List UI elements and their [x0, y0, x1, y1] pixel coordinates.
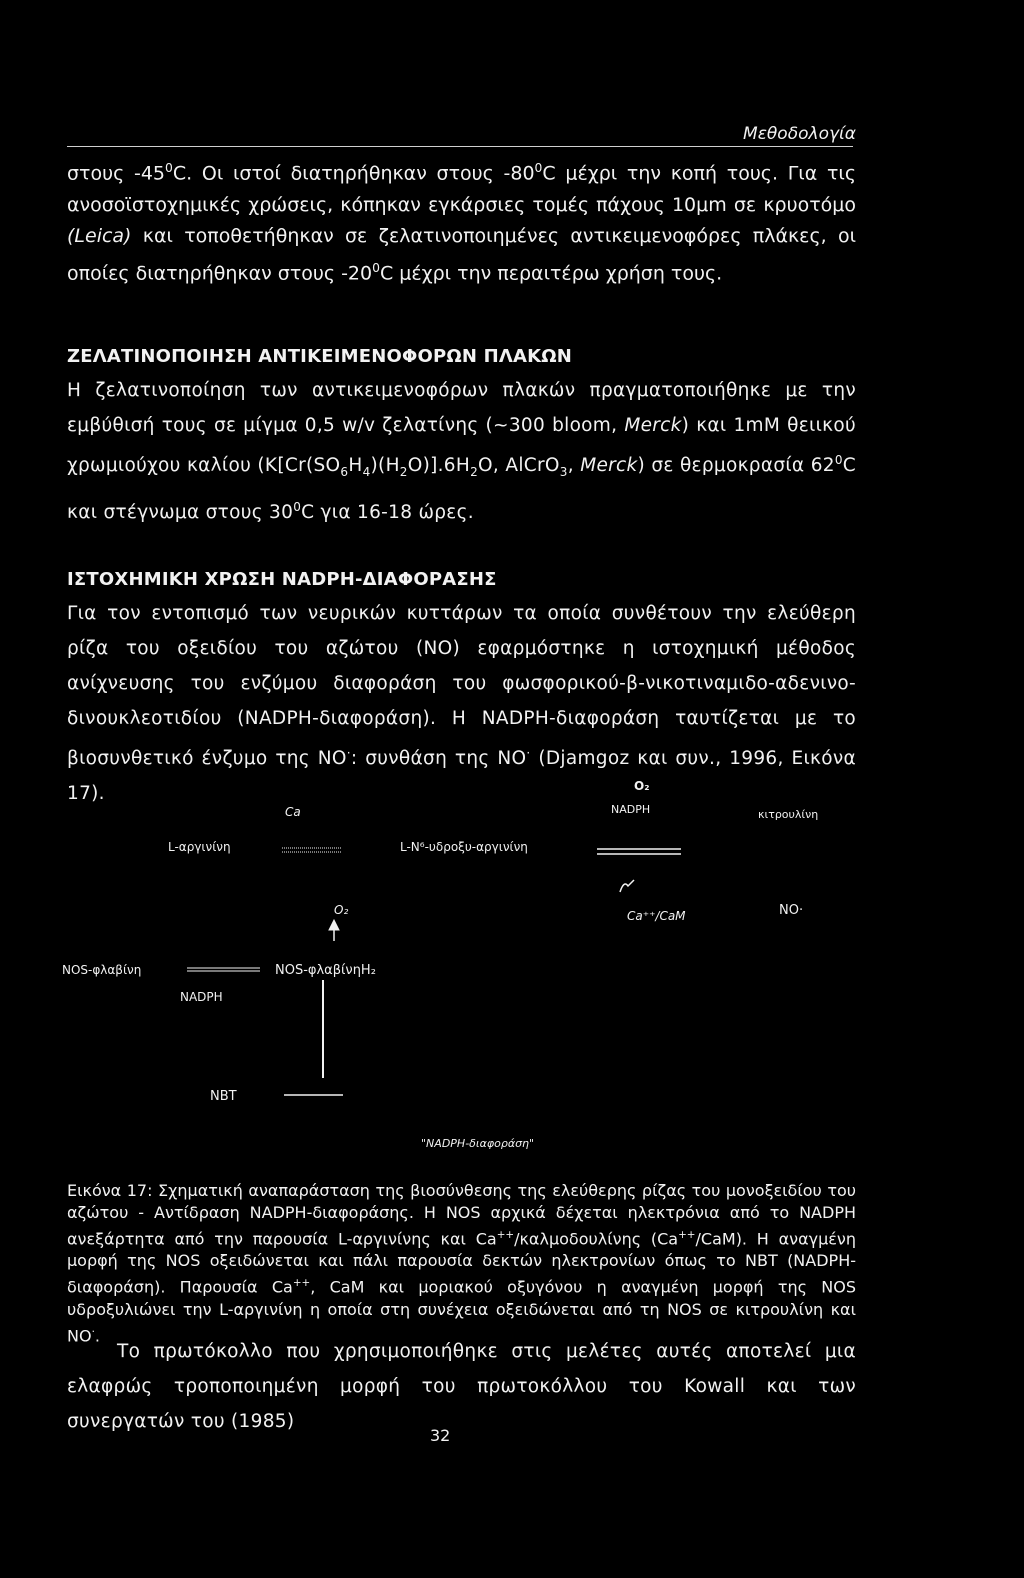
citrulline-label: κιτρουλίνη: [758, 808, 819, 821]
body-text: Για τον εντοπισμό των νευρικών κυττάρων τα οποία συνθέτουν την ελεύθερη ρίζα του οξειδίου του αζώτου (NO) εφαρμόστηκε η ιστοχημική μέθοδος ανίχνευσης του ενζύμου διαφοράση του φωσφορικού-β-νικοτιναμιδο-αδενινο-δινουκλεοτιδίου (NADPH-διαφοράση). Η NADPH-διαφοράση ταυτίζεται με το βιοσυνθετικό ένζυμο της NO: [67, 603, 856, 770]
running-header-title: Μεθοδολογία: [743, 124, 856, 144]
o2-label-top: O₂: [634, 779, 650, 793]
radical-sup: ·: [91, 1325, 95, 1338]
section-heading-gelatin: ΖΕΛΑΤΙΝΟΠΟΙΗΣΗ ΑΝΤΙΚΕΙΜΕΝΟΦΟΡΩΝ ΠΛΑΚΩΝ: [67, 346, 573, 367]
subscript: 3: [559, 464, 568, 479]
charge-sup: ++: [496, 1229, 515, 1241]
body-text: Η ζελατινοποίηση των αντικειμενοφόρων πλακών πραγματοποιήθηκε με την εμβύθισή τους σε μίγμα 0,5 w/v ζελατίνης (~300 bloom,: [67, 380, 856, 436]
nbt-label: NBT: [210, 1089, 237, 1104]
section-paragraph-gelatin: [67, 373, 856, 530]
section-heading-nadph: ΙΣΤΟΧΗΜΙΚΗ ΧΡΩΣΗ NADPH-ΔΙΑΦΟΡΑΣΗΣ: [67, 569, 497, 590]
subscript: 2: [470, 464, 479, 479]
no-product-label: NO·: [779, 903, 804, 918]
figure-caption: [67, 1180, 856, 1347]
nos-flavin-label: NOS-φλαβίνη: [62, 963, 142, 977]
degree-sup: 0: [293, 499, 302, 514]
intro-paragraph: [67, 153, 856, 290]
supplier-name: Merck: [580, 455, 638, 477]
radical-sup: ·: [346, 746, 351, 760]
intro-text: C. Οι ιστοί διατηρήθηκαν στους -80: [172, 162, 535, 185]
nos-flavin-h2-label: NOS-φλαβίνηH₂: [275, 963, 376, 978]
caption-text: , CaM και μοριακού οξυγόνου η αναγμένη μορφή της NOS υδροξυλιώνει την L-αργινίνη η οποία στη συνέχεια οξειδώνεται από τη NOS σε κιτρουλίνη και NO: [67, 1277, 857, 1345]
body-text: C και στέγνωμα στους 30: [67, 455, 857, 523]
nadph-label-low: NADPH: [180, 990, 223, 1004]
caption-text: /CaM). Η αναγμένη μορφή της NOS οξειδώνεται και πάλι παρουσία δεκτών ηλεκτρονίων όπως το NBT (NADPH-διαφοράση). Παρουσία Ca: [67, 1229, 856, 1297]
body-text: ) σε θερμοκρασία 62: [637, 455, 835, 477]
degree-sup: 0: [372, 260, 380, 275]
o2-label-mid: O₂: [334, 903, 349, 917]
header-divider: [67, 146, 853, 147]
charge-sup: ++: [292, 1277, 311, 1290]
ca-label: Ca: [285, 805, 301, 819]
body-text: O)].6H: [407, 455, 471, 477]
l-arginine-label: L-αργινίνη: [168, 840, 231, 854]
nadph-diaphorase-label: "NADPH-διαφοράση": [421, 1137, 535, 1150]
body-text: C για 16-18 ώρες.: [301, 502, 474, 523]
brand-name: (Leica): [67, 225, 132, 248]
body-text: ) και 1mM θειικού χρωμιούχου καλίου (K[Cr(SO: [67, 415, 857, 477]
degree-sup: 0: [834, 453, 843, 467]
radical-sup: ·: [526, 746, 531, 760]
intro-text: C μέχρι την περαιτέρω χρήση τους.: [379, 262, 723, 285]
body-text: O, AlCrO: [478, 455, 560, 477]
page-number: 32: [430, 1426, 451, 1445]
caption-text: /καλμοδουλίνης (Ca: [514, 1229, 679, 1249]
intro-text: στους -45: [67, 162, 165, 185]
body-text: (Djamgoz και συν., 1996, Εικόνα 17).: [67, 748, 857, 805]
nos-reaction-diagram: [0, 770, 1024, 1170]
caption-text: .: [94, 1325, 100, 1345]
caption-label: Εικόνα 17:: [67, 1181, 153, 1200]
nadph-label-top: NADPH: [611, 803, 651, 816]
body-text: )(H: [370, 455, 400, 477]
ca-cam-label: Ca⁺⁺/CaM: [627, 909, 686, 923]
caption-text: Σχηματική αναπαράσταση της βιοσύνθεσης της ελεύθερης ρίζας του μονοξειδίου του αζώτου - Αντίδραση NADPH-διαφοράσης. Η NOS αρχικά δέχεται ηλεκτρόνια από το NADPH ανεξάρτητα από την παρουσία L-αργινίνης και Ca: [67, 1181, 857, 1249]
closing-paragraph: Το πρωτόκολλο που χρησιμοποιήθηκε στις μελέτες αυτές αποτελεί μια ελαφρώς τροποποιημένη μορφή του πρωτοκόλλου του Kowall και των συνεργατών του (1985): [67, 1341, 856, 1432]
subscript: 6: [340, 464, 349, 479]
degree-sup: 0: [534, 161, 543, 175]
body-text: H: [348, 455, 363, 477]
body-text: ,: [567, 455, 581, 477]
subscript: 4: [362, 464, 371, 479]
supplier-name: Merck: [624, 415, 682, 436]
charge-sup: ++: [678, 1229, 696, 1241]
intro-text: C μέχρι την κοπή τους. Για τις ανοσοϊστοχημικές χρώσεις, κόπηκαν εγκάρσιες τομές πάχους 10μm σε κρυοτόμο: [67, 162, 856, 216]
intro-text: και τοποθετήθηκαν σε ζελατινοποιημένες αντικειμενοφόρες πλάκες, οι οποίες διατηρήθηκαν στους -20: [67, 225, 856, 285]
degree-sup: 0: [165, 161, 173, 175]
hydroxy-arginine-label: L-N⁶-υδροξυ-αργινίνη: [400, 840, 528, 854]
subscript: 2: [399, 464, 408, 479]
body-text: : συνθάση της NO: [350, 748, 527, 770]
up-arrow-icon: [329, 920, 339, 930]
curled-arrow-icon: [620, 880, 634, 892]
